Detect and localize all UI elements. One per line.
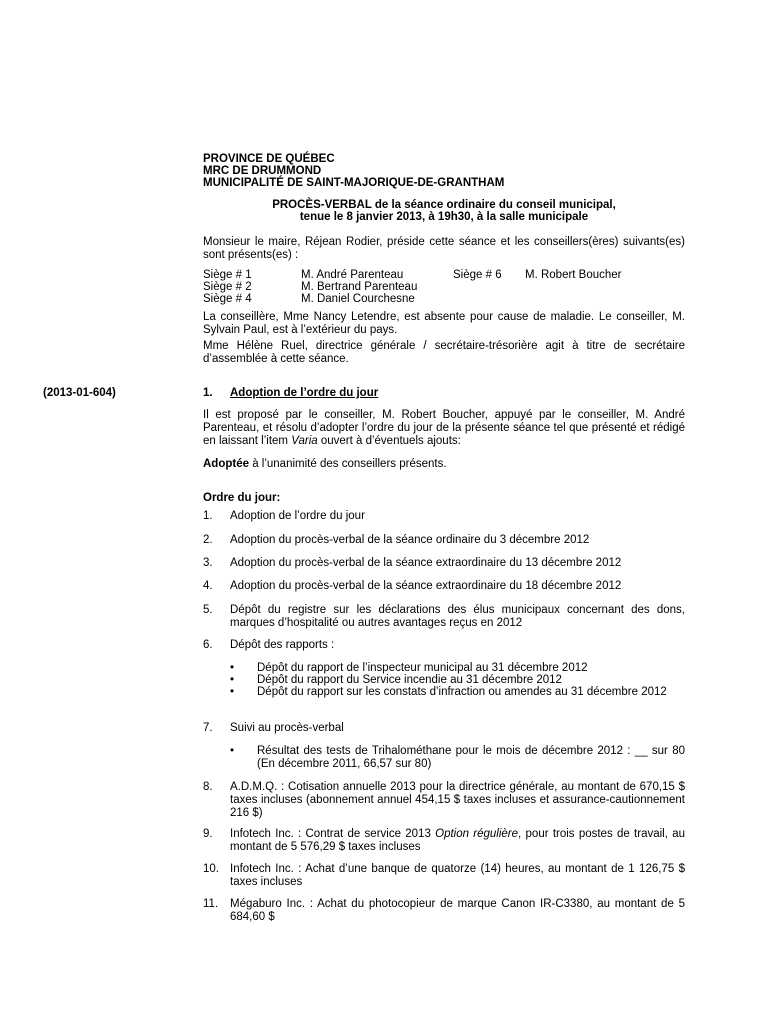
agenda-item-number: 2. [203,534,213,546]
header-mrc: MRC DE DRUMMOND [203,165,322,177]
report-item: Dépôt du rapport du Service incendie au 31 décembre 2012 [257,674,562,686]
agenda-item-text: Adoption de l’ordre du jour [230,510,365,522]
report-item: Dépôt du rapport de l’inspecteur municipal au 31 décembre 2012 [257,662,588,674]
adopted-label: Adoptée [203,458,249,470]
agenda-item-text: A.D.M.Q. : Cotisation annuelle 2013 pour la directrice générale, au montant de 670,15 $ taxes incluses (abonnement annuel 454,15 $ taxes incluses et assurance-cautionnement 216 $) [230,781,685,819]
section-title: Adoption de l’ordre du jour [230,387,379,399]
resolution-number: (2013-01-604) [43,387,116,399]
adopted-text: à l’unanimité des conseillers présents. [249,458,447,470]
followup-item: Résultat des tests de Trihalométhane pour le mois de décembre 2012 : __ sur 80 (En décembre 2011, 66,57 sur 80) [257,745,685,770]
header-municipality: MUNICIPALITÉ DE SAINT-MAJORIQUE-DE-GRANTHAM [203,177,505,189]
agenda-item-number: 11. [203,898,219,910]
agenda-item-number: 5. [203,604,213,616]
agenda-item-number: 3. [203,557,213,569]
agenda-item-number: 4. [203,580,213,592]
resolution-body [203,409,685,448]
header-province: PROVINCE DE QUÉBEC [203,153,335,165]
seat-name: M. Daniel Courchesne [301,293,415,305]
agenda-item-number: 8. [203,781,213,793]
report-item: Dépôt du rapport sur les constats d’infraction ou amendes au 31 décembre 2012 [257,686,667,698]
agenda-item-text: Dépôt du registre sur les déclarations des élus municipaux concernant des dons, marques d’hospitalité ou autres avantages reçus en 2012 [230,604,685,629]
agenda-item-number: 1. [203,510,213,522]
secretary-paragraph: Mme Hélène Ruel, directrice générale / secrétaire-trésorière agit à titre de secrétaire d’assemblée à cette séance. [203,340,685,365]
section-number: 1. [203,387,213,399]
agenda-item-text: Adoption du procès-verbal de la séance ordinaire du 3 décembre 2012 [230,534,590,546]
bullet-icon: • [230,745,235,757]
agenda-item-text: Dépôt des rapports : [230,639,335,651]
seat-label: Siège # 4 [203,293,252,305]
resolution-body-text: Il est proposé par le conseiller, M. Robert Boucher, appuyé par le conseiller, M. André Parenteau, et résolu d’adopter l’ordre du jour de la présente séance tel que présenté et rédigé en laissant l’item [203,409,685,447]
agenda-item-text: Adoption du procès-verbal de la séance extraordinaire du 18 décembre 2012 [230,580,622,592]
title-line-1: PROCÈS-VERBAL de la séance ordinaire du conseil municipal, [272,199,616,211]
agenda-item-text: Infotech Inc. : Achat d’une banque de quatorze (14) heures, au montant de 1 126,75 $ taxes incluses [230,863,685,888]
title-line-2: tenue le 8 janvier 2013, à 19h30, à la salle municipale [299,211,589,223]
agenda-item-text-part: Infotech Inc. : Contrat de service 2013 [230,828,436,840]
agenda-item-number: 6. [203,639,213,651]
seat-label: Siège # 1 [203,269,252,281]
seat-label: Siège # 2 [203,281,252,293]
agenda-heading: Ordre du jour: [203,492,281,504]
seat-name: M. Bertrand Parenteau [301,281,418,293]
seat-name: M. André Parenteau [301,269,404,281]
presiding-paragraph: Monsieur le maire, Réjean Rodier, préside cette séance et les conseillers(ères) suivants(es) sont présents(es) : [203,236,685,261]
absence-paragraph: La conseillère, Mme Nancy Letendre, est absente pour cause de maladie. Le conseiller, M. Sylvain Paul, est à l’extérieur du pays. [203,311,685,336]
option-reguliere-italic: Option régulière [435,828,519,840]
resolution-body-text-end: ouvert à d’éventuels ajouts: [317,435,461,447]
agenda-item-text: Suivi au procès-verbal [230,722,344,734]
agenda-item-text: Mégaburo Inc. : Achat du photocopieur de marque Canon IR-C3380, au montant de 5 684,60 $ [230,898,685,923]
agenda-item-number: 7. [203,722,213,734]
agenda-item-text [230,828,685,854]
resolution-body-italic: Varia [291,435,318,447]
bullet-icon: • [230,662,235,674]
seat-label: Siège # 6 [453,269,502,281]
bullet-icon: • [230,674,235,686]
adoption-line [203,458,685,471]
agenda-item-number: 9. [203,828,213,840]
agenda-item-text: Adoption du procès-verbal de la séance extraordinaire du 13 décembre 2012 [230,557,622,569]
agenda-item-text-part: , pour trois postes de travail, au montant de 5 576,29 $ taxes incluses [230,828,685,853]
seat-name: M. Robert Boucher [525,269,622,281]
agenda-item-number: 10. [203,863,219,875]
bullet-icon: • [230,686,235,698]
